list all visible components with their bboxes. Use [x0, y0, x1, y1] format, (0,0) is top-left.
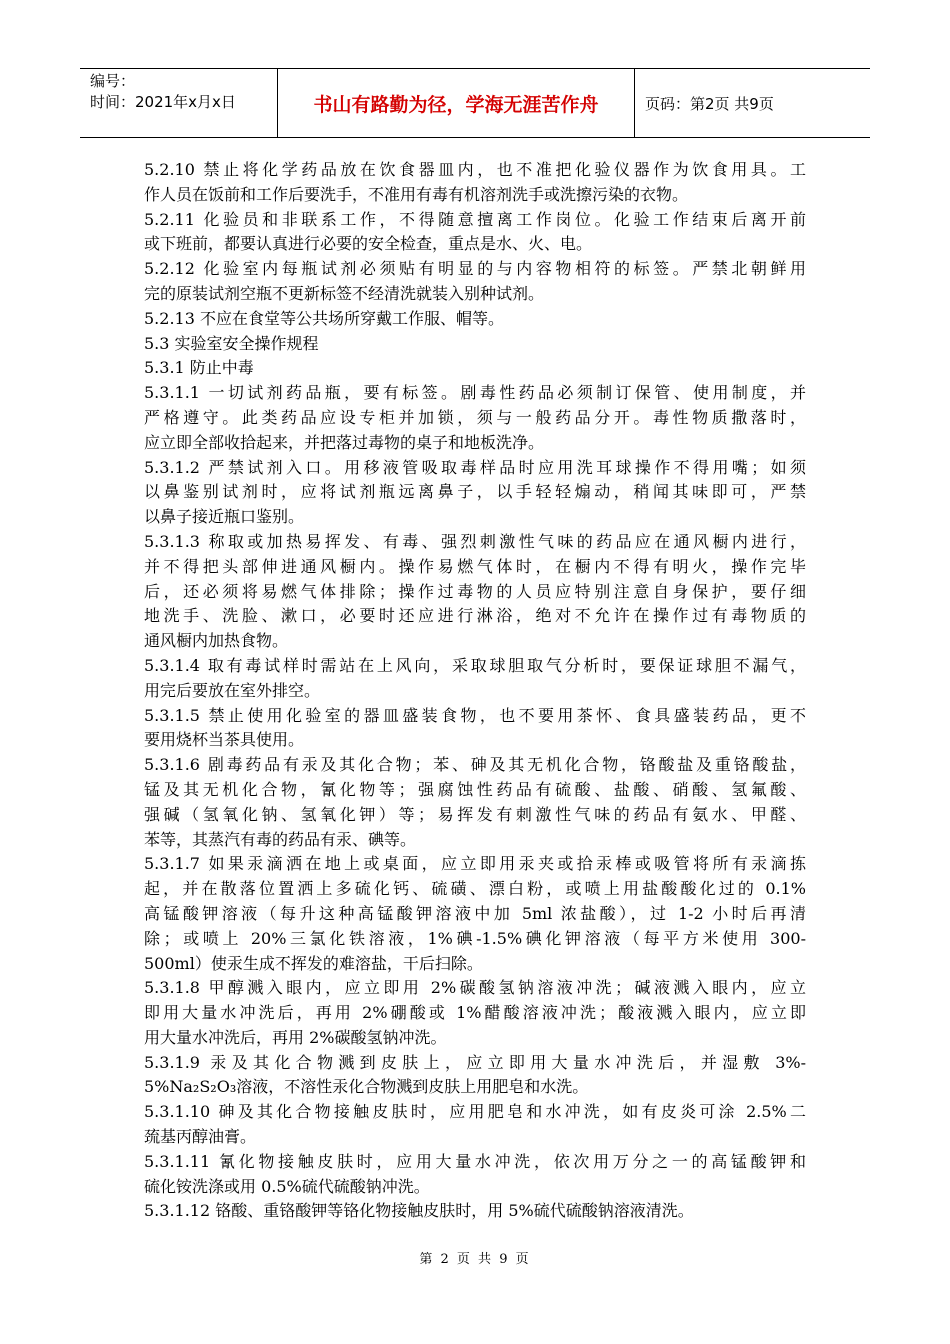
text-line: 5.3.1.11 氰化物接触皮肤时，应用大量水冲洗，依次用万分之一的高锰酸钾和: [144, 1151, 806, 1171]
text-line: 高锰酸钾溶液（每升这种高锰酸钾溶液中加 5ml 浓盐酸），过 1-2 小时后再清: [144, 903, 806, 923]
header-page-info: 页码：第2页 共9页: [645, 94, 774, 113]
text-line: 5.2.11 化验员和非联系工作，不得随意擅离工作岗位。化验工作结束后离开前: [144, 209, 806, 229]
text-line: 5.2.13 不应在食堂等公共场所穿戴工作服、帽等。: [144, 308, 504, 328]
text-line: 用大量水冲洗后，再用 2%碳酸氢钠冲洗。: [144, 1027, 447, 1047]
page-footer: 第 2 页 共 9 页: [419, 1252, 531, 1267]
text-line: 通风橱内加热食物。: [144, 631, 289, 651]
date-label: 时间：2021年x月x日: [90, 93, 236, 111]
text-line: 或下班前，都要认真进行必要的安全检查，重点是水、火、电。: [144, 234, 593, 254]
text-line: 完的原装试剂空瓶不更新标签不经清洗就装入别种试剂。: [144, 283, 545, 303]
text-line: 5.3 实验室安全操作规程: [144, 333, 319, 353]
text-line: 后，还必须将易燃气体排除；操作过毒物的人员应特别注意自身保护，要仔细: [144, 581, 806, 601]
text-line: 5.3.1.5 禁止使用化验室的器皿盛装食物，也不要用茶怀、食具盛装药品，更不: [144, 705, 806, 725]
text-line: 5.3.1.6 剧毒药品有汞及其化合物；苯、砷及其无机化合物，铬酸盐及重铬酸盐，: [144, 755, 806, 775]
text-line: 5.3.1.12 铬酸、重铬酸钾等铬化物接触皮肤时，用 5%硫代硫酸钠溶液清洗。: [144, 1201, 694, 1221]
text-line: 5.3.1.8 甲醇溅入眼内，应立即用 2%碳酸氢钠溶液冲洗；碱液溅入眼内，应立: [144, 978, 806, 998]
header-info-cell: [80, 69, 278, 137]
text-line: 并不得把头部伸进通风橱内。操作易燃气体时，在橱内不得有明火，操作完毕: [144, 556, 806, 576]
text-line: 即用大量水冲洗后，再用 2%硼酸或 1%醋酸溶液冲洗；酸液溅入眼内，应立即: [144, 1003, 806, 1023]
text-line: 5.3.1.10 砷及其化合物接触皮肤时，应用肥皂和水冲洗，如有皮炎可涂 2.5%二: [144, 1102, 806, 1122]
text-line: 锰及其无机化合物，氰化物等；强腐蚀性药品有硫酸、盐酸、硝酸、氢氟酸、: [144, 779, 806, 799]
text-line: 硫化铵洗涤或用 0.5%硫代硫酸钠冲洗。: [144, 1176, 430, 1196]
text-line: 地洗手、洗脸、漱口，必要时还应进行淋浴，绝对不允许在操作过有毒物质的: [144, 606, 806, 626]
text-line: 除；或喷上 20%三氯化铁溶液，1%碘-1.5%碘化钾溶液（每平方米使用 300-: [144, 928, 806, 948]
text-line: 5.2.10 禁止将化学药品放在饮食器皿内，也不准把化验仪器作为饮食用具。工: [144, 160, 806, 179]
document-body: [144, 158, 806, 1224]
text-line: 以鼻鉴别试剂时，应将试剂瓶远离鼻子，以手轻轻煽动，稍闻其味即可，严禁: [144, 482, 806, 502]
text-line: 5.3.1.2 严禁试剂入口。用移液管吸取毒样品时应用洗耳球操作不得用嘴；如须: [144, 457, 806, 477]
doc-number-label: 编号：: [90, 72, 136, 90]
text-line: 5%Na₂S₂O₃溶液，不溶性汞化合物溅到皮肤上用肥皂和水洗。: [144, 1077, 589, 1097]
text-line: 严格遵守。此类药品应设专柜并加锁，须与一般药品分开。毒性物质撒落时，: [144, 407, 806, 427]
header-motto: 书山有路勤为径，学海无涯苦作舟: [278, 69, 635, 137]
text-line: 巯基丙醇油膏。: [144, 1127, 257, 1147]
text-line: 苯等，其蒸汽有毒的药品有汞、碘等。: [144, 829, 417, 849]
text-line: 5.3.1.9 汞及其化合物溅到皮肤上，应立即用大量水冲洗后，并湿敷 3%-: [144, 1052, 806, 1072]
text-line: 用完后要放在室外排空。: [144, 680, 321, 700]
text-line: 起，并在散落位置洒上多硫化钙、硫磺、漂白粉，或喷上用盐酸酸化过的 0.1%: [144, 879, 806, 899]
text-line: 以鼻子接近瓶口鉴别。: [144, 507, 305, 527]
text-line: 5.3.1.1 一切试剂药品瓶，要有标签。剧毒性药品必须制订保管、使用制度，并: [144, 383, 806, 403]
text-line: 5.3.1.4 取有毒试样时需站在上风向，采取球胆取气分析时，要保证球胆不漏气，: [144, 655, 806, 675]
text-line: 5.3.1 防止中毒: [144, 358, 254, 378]
text-line: 要用烧杯当茶具使用。: [144, 730, 305, 750]
text-line: 应立即全部收拾起来，并把落过毒物的桌子和地板洗净。: [144, 432, 545, 452]
page-header: [80, 68, 870, 138]
text-line: 作人员在饭前和工作后要洗手，不准用有毒有机溶剂洗手或洗擦污染的衣物。: [144, 184, 689, 204]
text-line: 500ml）使汞生成不挥发的难溶盐，干后扫除。: [144, 953, 483, 973]
text-line: 5.3.1.7 如果汞滴洒在地上或桌面，应立即用汞夹或拾汞棒或吸管将所有汞滴拣: [144, 854, 806, 874]
text-line: 强碱（氢氧化钠、氢氧化钾）等；易挥发有刺激性气味的药品有氨水、甲醛、: [144, 804, 806, 824]
text-line: 5.3.1.3 称取或加热易挥发、有毒、强烈刺激性气味的药品应在通风橱内进行，: [144, 531, 806, 551]
text-line: 5.2.12 化验室内每瓶试剂必须贴有明显的与内容物相符的标签。严禁北朝鲜用: [144, 259, 806, 279]
